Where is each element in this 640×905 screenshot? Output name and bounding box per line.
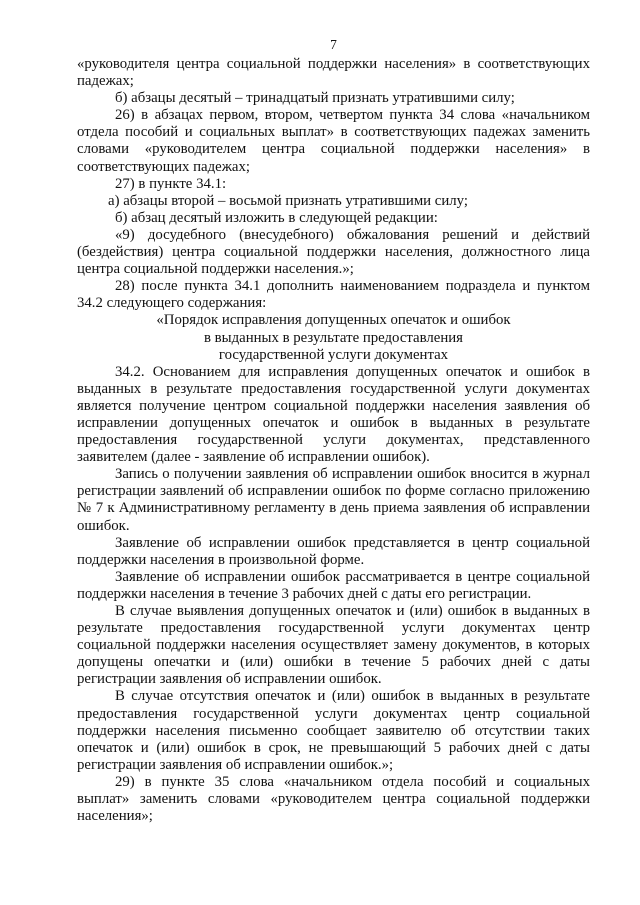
paragraph: 28) после пункта 34.1 дополнить наименованием подраздела и пунктом 34.2 следующего содержания: (77, 278, 590, 312)
heading-line: государственной услуги документах (218, 346, 449, 363)
document-body (77, 56, 590, 825)
paragraph: а) абзацы второй – восьмой признать утратившими силу; (108, 192, 468, 209)
heading-line: в выданных в результате предоставления (204, 329, 463, 346)
paragraph: 29) в пункте 35 слова «начальником отдела пособий и социальных выплат» заменить словами «руководителем центра социальной поддержки населения»; (77, 773, 590, 825)
subsection-heading (77, 312, 590, 363)
paragraph: «руководителя центра социальной поддержки населения» в соответствующих падежах; (77, 56, 590, 90)
paragraph-group-after (77, 364, 590, 826)
paragraph: б) абзац десятый изложить в следующей редакции: (115, 209, 438, 226)
paragraph: «9) досудебного (внесудебного) обжалования решений и действий (бездействия) центра социальной поддержки населения, должностного лица центра социальной поддержки населения.»; (77, 226, 590, 278)
paragraph: 26) в абзацах первом, втором, четвертом пункта 34 слова «начальником отдела пособий и социальных выплат» в соответствующих падежах заменить словами «руководителем центра социальной поддержки населения» в соответствующих падежах; (77, 107, 590, 175)
paragraph: Заявление об исправлении ошибок представляется в центр социальной поддержки населения в произвольной форме. (77, 534, 590, 568)
paragraph-group-before (77, 56, 590, 312)
paragraph: б) абзацы десятый – тринадцатый признать утратившими силу; (115, 90, 515, 107)
paragraph: В случае отсутствия опечаток и (или) ошибок в выданных в результате предоставления государственной услуги документах центр социальной поддержки населения письменно сообщает заявителю об отсутствии таких опечаток и (или) ошибок в срок, не превышающий 5 рабочих дней с даты регистрации заявления об исправлении ошибок.»; (77, 688, 590, 773)
paragraph: 34.2. Основанием для исправления допущенных опечаток и ошибок в выданных в результате предоставления государственной услуги документах является получение центром социальной поддержки населения заявления об исправлении допущенных опечаток и ошибок в выданных в результате предоставления государственной услуги документах, представленного заявителем (далее - заявление об исправлении ошибок). (77, 363, 590, 466)
paragraph: Запись о получении заявления об исправлении ошибок вносится в журнал регистрации заявлений об исправлении ошибок по форме согласно приложению № 7 к Административному регламенту в день приема заявления об исправлении ошибок. (77, 466, 590, 534)
heading-line: «Порядок исправления допущенных опечаток и ошибок (156, 312, 511, 329)
paragraph: Заявление об исправлении ошибок рассматривается в центре социальной поддержки населения в течение 3 рабочих дней с даты его регистрации. (77, 568, 590, 602)
paragraph: 27) в пункте 34.1: (115, 175, 227, 192)
page-number: 7 (330, 37, 337, 52)
paragraph: В случае выявления допущенных опечаток и (или) ошибок в выданных в результате предоставления государственной услуги документах центр социальной поддержки населения осуществляет замену документов, в которых допущены опечатки и (или) ошибки в течение 5 рабочих дней с даты регистрации заявления об исправлении ошибок. (77, 603, 590, 688)
